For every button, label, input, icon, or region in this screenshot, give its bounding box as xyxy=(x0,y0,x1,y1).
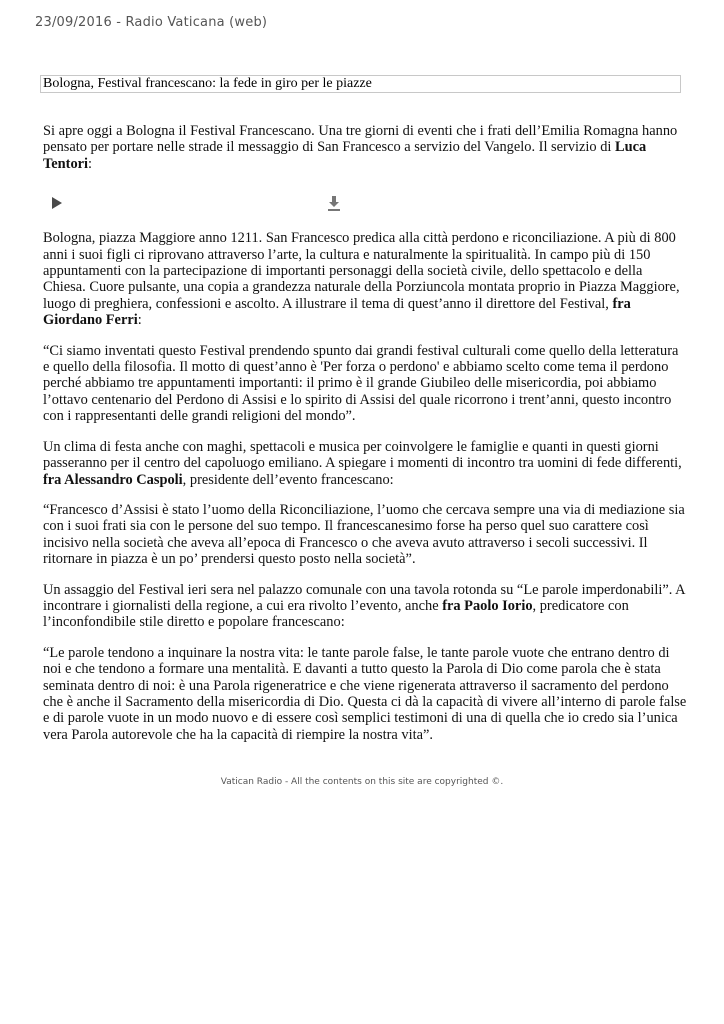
play-icon[interactable] xyxy=(52,197,62,209)
article-body xyxy=(43,123,688,757)
quote-paragraph-1: “Ci siamo inventati questo Festival prendendo spunto dai grandi festival culturali come quello della letteratura e quello della filosofia. Il motto di quest’anno è 'Per forza o perdono' e abbiamo scelto come tema il perdono perché abbiamo tre appuntamenti importanti: il primo è il grande Giubileo delle misericordia, poi abbiamo l’ottavo centenario del Perdono di Assisi e lo spirito di Assisi del quale ricorrono i trent’anni, questo incontro con i rappresentanti delle grandi religioni del mondo”. xyxy=(43,342,679,425)
article-title: Bologna, Festival francescano: la fede in giro per le piazze xyxy=(40,75,681,93)
body-paragraph-1-suffix: : xyxy=(137,312,142,329)
body-paragraph-1-text: Bologna, piazza Maggiore anno 1211. San Francesco predica alla città perdono e riconciliazione. A più di 800 anni i suoi figli ci riprovano attraverso l’arte, la cultura e naturalmente la spiritualità. In campo più di 150 appuntamenti con la partecipazione di importanti personaggi della società civile, dello spettacolo e della Chiesa. Cuore pulsante, una copia a grandezza naturale della Porziuncola montata proprio in Piazza Maggiore, luogo di preghiera, confessioni e ascolto. A illustrare il tema di quest’anno il direttore del Festival, xyxy=(43,230,680,312)
body-paragraph-3-suffix: , predicatore con l’inconfondibile stile diretto e popolare francescano: xyxy=(43,597,629,631)
body-paragraph-2-suffix: , presidente dell’evento francescano: xyxy=(182,471,394,488)
download-icon[interactable] xyxy=(327,195,341,211)
body-paragraph-3 xyxy=(43,582,688,631)
intro-paragraph xyxy=(43,123,688,172)
interviewee-name-1: fra Giordano Ferri xyxy=(43,295,631,329)
date-source-header: 23/09/2016 - Radio Vaticana (web) xyxy=(35,15,268,30)
interviewee-name-3: fra Paolo Iorio xyxy=(442,597,533,614)
author-name: Luca Tentori xyxy=(43,139,647,172)
intro-text: Si apre oggi a Bologna il Festival Francescano. Una tre giorni di eventi che i frati dell’Emilia Romagna hanno pensato per portare nelle strade il messaggio di San Francesco a servizio del Vangelo. Il servizio di xyxy=(43,123,678,156)
copyright-footer: Vatican Radio - All the contents on this site are copyrighted ©. xyxy=(220,777,504,787)
body-paragraph-2 xyxy=(43,439,688,488)
body-paragraph-1 xyxy=(43,230,688,328)
quote-paragraph-3: “Le parole tendono a inquinare la nostra vita: le tante parole false, le tante parole vuote che entrano dentro di noi e che tendono a formare una mentalità. E davanti a tutto questo la Parola di Dio come parola che è stata seminata dentro di noi: è una Parola rigeneratrice e che viene rigenerata attraverso il sacramento del perdono che è anche il Sacramento della misericordia di Dio. Questa ci dà la capacità di vivere all’interno di parole false e di parole vuote in un modo nuovo e di essere così semplici testimoni di una di quella che io credo sia l’unica vera Parola autorevole che ha la capacità di riempire la nostra vita”. xyxy=(43,644,687,743)
interviewee-name-2: fra Alessandro Caspoli xyxy=(43,471,183,488)
audio-player xyxy=(43,186,688,224)
quote-paragraph-2: “Francesco d’Assisi è stato l’uomo della Riconciliazione, l’uomo che cercava sempre una via di mediazione sia con i suoi frati sia con le persone del suo tempo. Il francescanesimo forse ha perso quel suo carattere così incisivo nella società che aveva all’epoca di Francesco o che aveva avuto attraverso i secoli successivi. Il ritornare in piazza è un po’ prendersi questo posto nella società”. xyxy=(43,501,685,568)
body-paragraph-2-text: Un clima di festa anche con maghi, spettacoli e musica per coinvolgere le famiglie e quanti in questi giorni passeranno per il centro del capoluogo emiliano. A spiegare i momenti di incontro tra uomini di fede differenti, xyxy=(43,438,682,472)
intro-suffix: : xyxy=(88,155,93,172)
body-paragraph-3-text: Un assaggio del Festival ieri sera nel palazzo comunale con una tavola rotonda su “Le parole imperdonabili”. A incontrare i giornalisti della regione, a cui era rivolto l’evento, anche xyxy=(43,581,685,614)
